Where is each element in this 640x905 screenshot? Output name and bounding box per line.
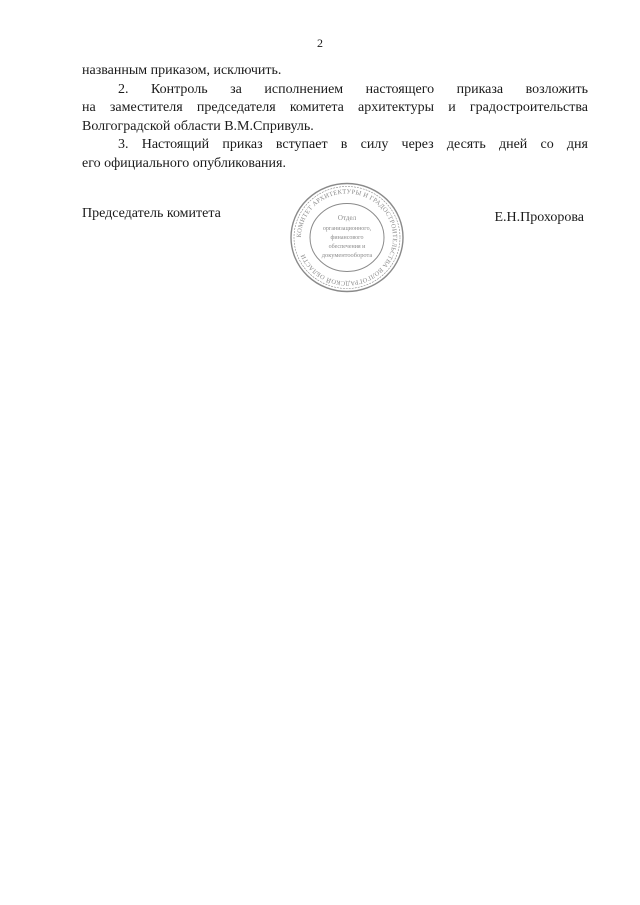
seal-center-line-2: организационного, xyxy=(322,226,372,232)
signatory-title: Председатель комитета xyxy=(82,206,221,221)
seal-ring-text: КОМИТЕТ АРХИТЕКТУРЫ И ГРАДОСТРОИТЕЛЬСТВА ВОЛГОГРАДСКОЙ ОБЛАСТИ xyxy=(295,188,399,287)
paragraph-3-line-1: 3. Настоящий приказ вступает в силу через десять дней со дня xyxy=(118,137,588,152)
paragraph-2-line-3: Волгоградской области В.М.Спривуль. xyxy=(82,118,314,134)
document-body xyxy=(82,62,588,173)
paragraph-1-line-1: названным приказом, исключить. xyxy=(82,63,282,78)
paragraph-2-line-1: 2. Контроль за исполнением настоящего приказа возложить xyxy=(118,81,588,97)
signatory-name: Е.Н.Прохорова xyxy=(494,210,584,225)
official-seal-stamp xyxy=(287,180,407,295)
paragraph-2-line-2: на заместителя председателя комитета архитектуры и градостроительства xyxy=(82,100,588,115)
page-number: 2 xyxy=(317,36,323,50)
paragraph-3-line-2: его официального опубликования. xyxy=(82,155,286,171)
seal-center-line-5: документооборота xyxy=(321,252,373,259)
seal-center-line-3: финансового xyxy=(330,235,364,241)
seal-center-line-4: обеспечения и xyxy=(328,244,366,250)
seal-center-line-1: Отдел xyxy=(337,214,357,222)
